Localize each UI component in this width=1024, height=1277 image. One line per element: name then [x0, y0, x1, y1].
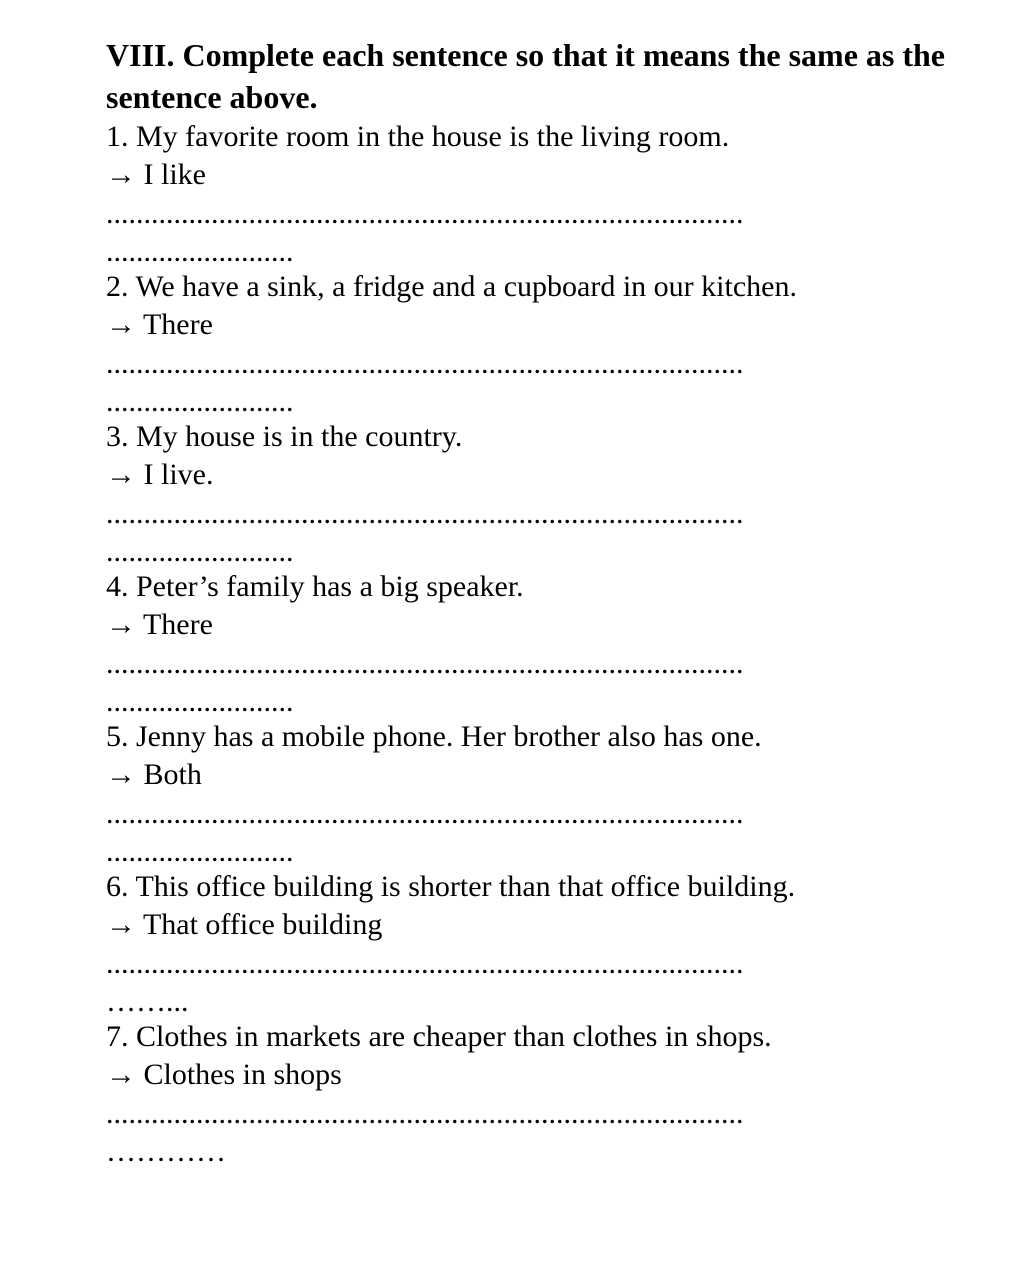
answer-prompt: → There [106, 308, 213, 341]
answer-line-continuation: ………… [106, 1135, 226, 1168]
answer-prompt: → I live. [106, 458, 214, 491]
answer-line: ..................................................................................... [106, 1097, 744, 1130]
answer-line-continuation: ......................... [106, 535, 294, 568]
exercise-item-4 [106, 568, 946, 718]
answer-line: ..................................................................................... [106, 347, 744, 380]
question-text: 7. Clothes in markets are cheaper than clothes in shops. [106, 1020, 772, 1053]
exercise-item-7 [106, 1018, 946, 1168]
exercise-title: VIII. Complete each sentence so that it means the same as the sentence above. [106, 37, 945, 115]
answer-line: ..................................................................................... [106, 797, 744, 830]
exercise-item-5 [106, 718, 946, 868]
question-text: 5. Jenny has a mobile phone. Her brother also has one. [106, 720, 762, 753]
worksheet [106, 34, 946, 1168]
answer-line-continuation: ......................... [106, 385, 294, 418]
question-text: 6. This office building is shorter than that office building. [106, 870, 796, 903]
exercise-item-6 [106, 868, 946, 1018]
question-text: 1. My favorite room in the house is the living room. [106, 120, 730, 153]
answer-line: ..................................................................................... [106, 497, 744, 530]
answer-prompt: → I like [106, 158, 206, 191]
answer-line-continuation: ……... [106, 985, 189, 1018]
question-text: 2. We have a sink, a fridge and a cupboard in our kitchen. [106, 270, 797, 303]
answer-line-continuation: ......................... [106, 685, 294, 718]
answer-line-continuation: ......................... [106, 235, 294, 268]
question-text: 3. My house is in the country. [106, 420, 463, 453]
exercise-item-3 [106, 418, 946, 568]
answer-prompt: → There [106, 608, 213, 641]
answer-line-continuation: ......................... [106, 835, 294, 868]
answer-line: ..................................................................................... [106, 197, 744, 230]
exercise-item-1 [106, 118, 946, 268]
answer-prompt: → Clothes in shops [106, 1058, 342, 1091]
question-text: 4. Peter’s family has a big speaker. [106, 570, 524, 603]
exercise-item-2 [106, 268, 946, 418]
answer-line: ..................................................................................... [106, 947, 744, 980]
answer-line: ..................................................................................... [106, 647, 744, 680]
answer-prompt: → That office building [106, 908, 383, 941]
answer-prompt: → Both [106, 758, 202, 791]
